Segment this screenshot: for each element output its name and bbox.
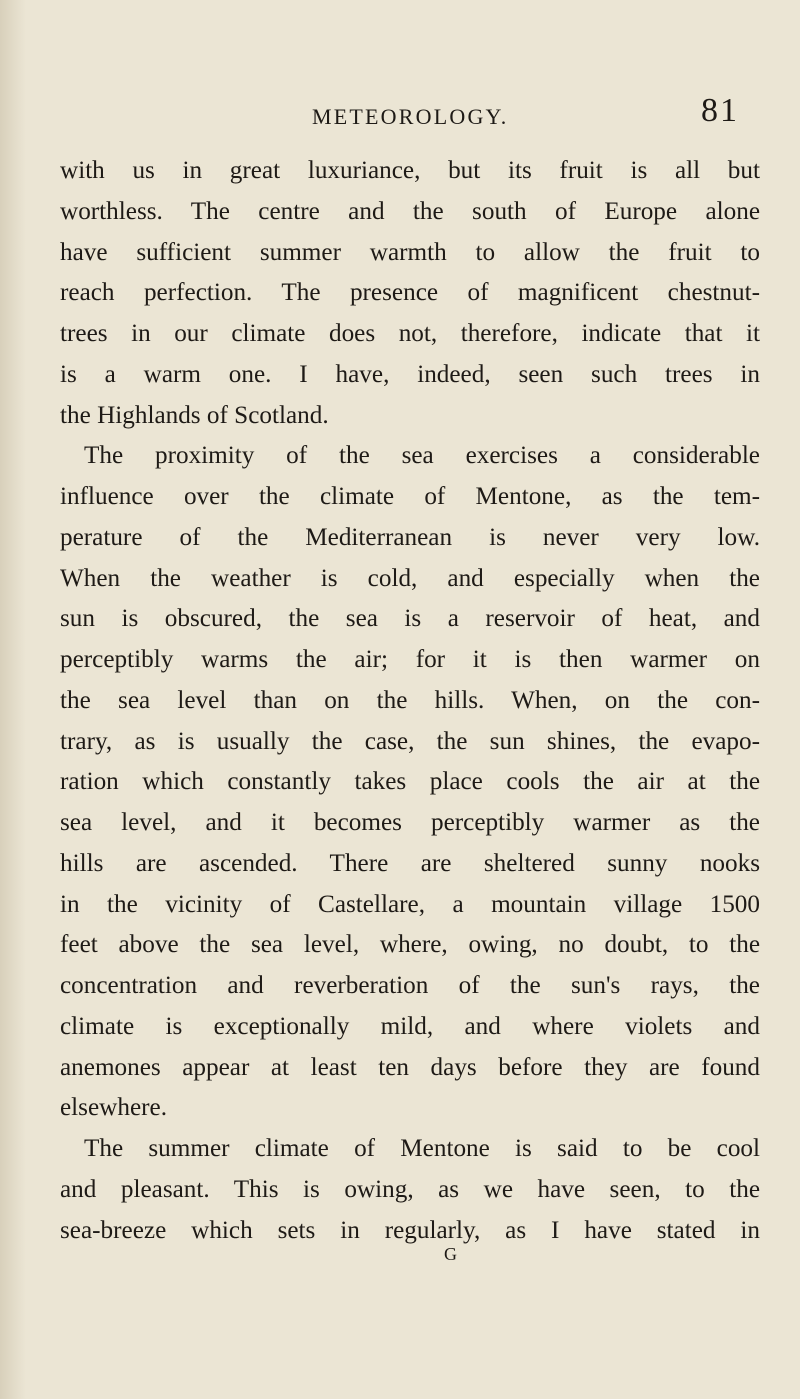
text-line: hills are ascended. There are sheltered sunny nooks <box>60 849 760 877</box>
page-edge-shadow <box>0 0 26 1399</box>
text-line: sea-breeze which sets in regularly, as I have stated in <box>60 1216 760 1244</box>
text-line: the Highlands of Scotland. <box>60 401 329 429</box>
running-title: METEOROLOGY. <box>312 104 509 129</box>
text-line: sea level, and it becomes perceptibly warmer as the <box>60 809 760 836</box>
text-line: influence over the climate of Mentone, as the tem- <box>60 483 760 510</box>
text-line: have sufficient summer warmth to allow the fruit to <box>60 238 760 266</box>
text-line: The summer climate of Mentone is said to be cool <box>84 1135 760 1162</box>
text-line: elsewhere. <box>60 1094 167 1122</box>
text-line: in the vicinity of Castellare, a mountain village 1500 <box>60 890 760 918</box>
page-number: 81 <box>701 92 739 129</box>
text-line: ration which constantly takes place cools the air at the <box>60 768 760 796</box>
text-line: trees in our climate does not, therefore, indicate that it <box>60 320 760 347</box>
text-line: the sea level than on the hills. When, on the con- <box>60 686 760 714</box>
text-line: The proximity of the sea exercises a considerable <box>84 442 760 470</box>
text-line: perature of the Mediterranean is never very low. <box>60 523 760 551</box>
text-line: climate is exceptionally mild, and where violets and <box>60 1012 760 1040</box>
text-line: sun is obscured, the sea is a reservoir of heat, and <box>60 605 760 633</box>
text-line: trary, as is usually the case, the sun shines, the evapo- <box>60 727 760 755</box>
text-line: is a warm one. I have, indeed, seen such trees in <box>60 360 760 388</box>
text-line: feet above the sea level, where, owing, no doubt, to the <box>60 931 760 959</box>
body-text <box>60 151 760 1251</box>
text-line: worthless. The centre and the south of Europe alone <box>60 197 760 225</box>
running-head <box>60 92 760 142</box>
text-line: When the weather is cold, and especially when the <box>60 564 760 592</box>
text-line: with us in great luxuriance, but its fruit is all but <box>60 157 760 184</box>
signature-mark: G <box>444 1244 457 1264</box>
text-line: perceptibly warms the air; for it is then warmer on <box>60 646 760 673</box>
text-line: reach perfection. The presence of magnificent chestnut- <box>60 279 760 307</box>
text-line: anemones appear at least ten days before they are found <box>60 1053 760 1081</box>
text-line: concentration and reverberation of the sun's rays, the <box>60 972 760 999</box>
text-line: and pleasant. This is owing, as we have seen, to the <box>60 1175 760 1203</box>
